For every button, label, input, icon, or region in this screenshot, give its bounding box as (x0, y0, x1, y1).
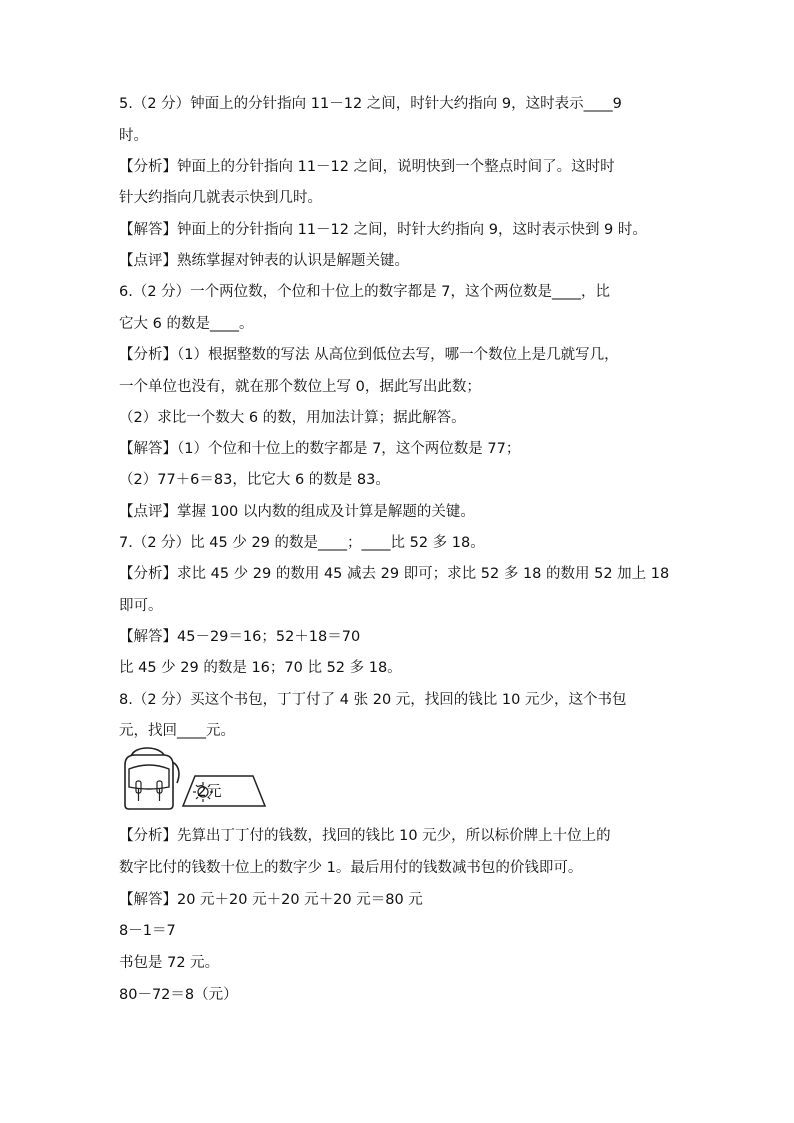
q6-analysis-line3: （2）求比一个数大 6 的数，用加法计算；据此解答。 (119, 410, 466, 426)
q8-analysis-line2: 数字比付的钱数十位上的数字少 1。最后用付的钱数减书包的价钱即可。 (119, 860, 583, 876)
q7-question: 7.（2 分）比 45 少 29 的数是____；____比 52 多 18。 (119, 535, 485, 551)
q8-analysis-line1: 【分析】先算出丁丁付的钱数，找回的钱比 10 元少，所以标价牌上十位上的 (119, 828, 611, 844)
price-tag-label: 2元 (197, 782, 222, 800)
q8-answer-line2: 8－1＝7 (119, 923, 176, 939)
q6-analysis-line1: 【分析】（1）根据整数的写法 从高位到低位去写，哪一个数位上是几就写几， (119, 347, 619, 363)
q6-question-line2: 它大 6 的数是____。 (119, 316, 254, 332)
q7-analysis-line1: 【分析】求比 45 少 29 的数用 45 减去 29 即可；求比 52 多 18 的数用 52 加上 18 (119, 566, 670, 582)
q6-comment: 【点评】掌握 100 以内数的组成及计算是解题的关键。 (119, 504, 475, 520)
q8-answer-line3: 书包是 72 元。 (119, 955, 220, 971)
q5-comment: 【点评】熟练掌握对钟表的认识是解题关键。 (119, 253, 409, 269)
q5-question-line2: 时。 (119, 128, 148, 144)
q5-analysis-line1: 【分析】钟面上的分针指向 11－12 之间，说明快到一个整点时间了。这时时 (119, 159, 615, 175)
backpack-icon (119, 743, 269, 811)
q7-analysis-line2: 即可。 (119, 598, 163, 614)
q7-answer-line1: 【解答】45－29＝16；52＋18＝70 (119, 629, 361, 645)
q6-question-line1: 6.（2 分）一个两位数，个位和十位上的数字都是 7，这个两位数是____，比 (119, 284, 611, 300)
q6-analysis-line2: 一个单位也没有，就在那个数位上写 0，据此写出此数； (119, 379, 481, 395)
q6-answer-line1: 【解答】（1）个位和十位上的数字都是 7，这个两位数是 77； (119, 441, 521, 457)
q8-answer-line1: 【解答】20 元＋20 元＋20 元＋20 元＝80 元 (119, 892, 423, 908)
q6-answer-line2: （2）77＋6＝83，比它大 6 的数是 83。 (119, 472, 390, 488)
q8-question-line2: 元，找回____元。 (119, 723, 235, 739)
q8-question-line1: 8.（2 分）买这个书包，丁丁付了 4 张 20 元，找回的钱比 10 元少，这个书包 (119, 692, 627, 708)
q8-answer-line4: 80－72＝8（元） (119, 987, 238, 1003)
q5-answer: 【解答】钟面上的分针指向 11－12 之间，时针大约指向 9，这时表示快到 9 时。 (119, 222, 647, 238)
q7-answer-line2: 比 45 少 29 的数是 16；70 比 52 多 18。 (119, 660, 402, 676)
q5-analysis-line2: 针大约指向几就表示快到几时。 (119, 190, 322, 206)
backpack-price-illustration (119, 743, 269, 811)
q5-question-line1: 5.（2 分）钟面上的分针指向 11－12 之间，时针大约指向 9，这时表示____9 (119, 96, 622, 112)
